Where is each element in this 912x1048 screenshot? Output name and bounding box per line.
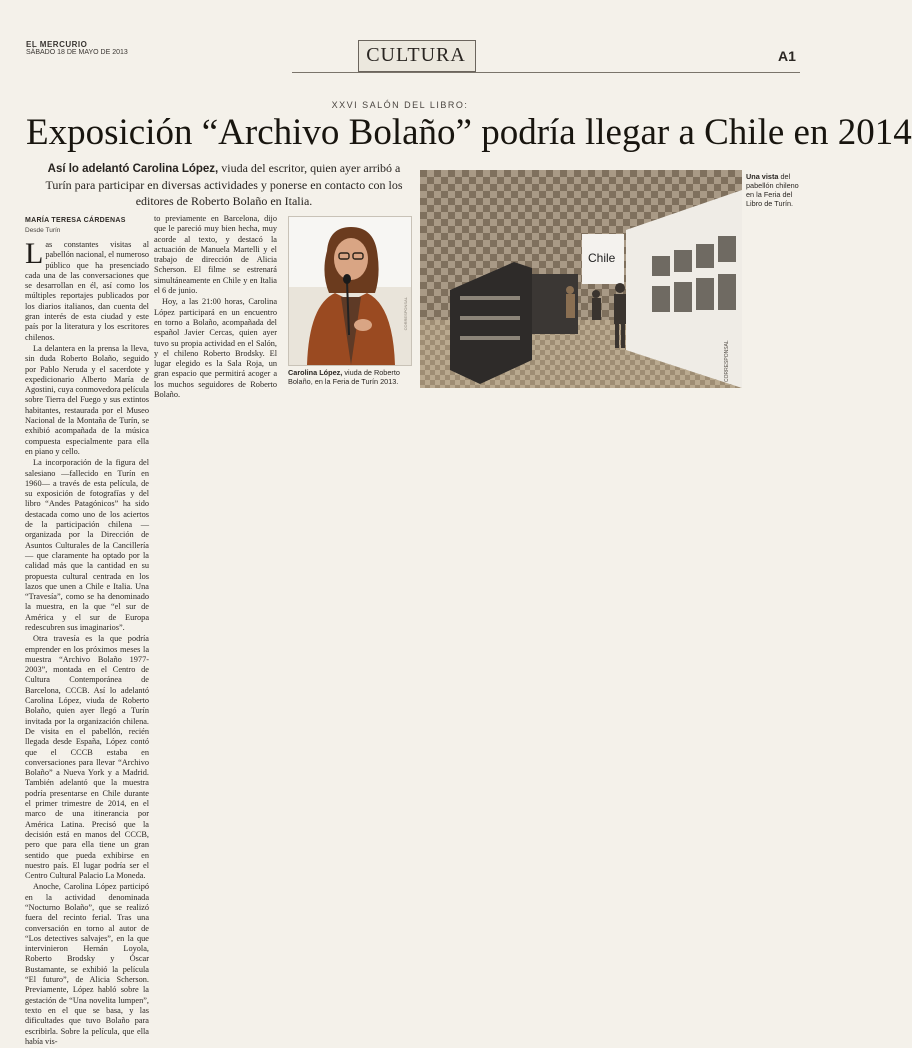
article-column-2 — [154, 214, 277, 401]
pavilion-photo — [420, 170, 742, 388]
portrait-caption — [288, 368, 412, 386]
headline: Exposición “Archivo Bolaño” podría llegar a Chile en 2014 — [26, 112, 912, 153]
pavilion-photo-credit: CORRESPONSAL — [724, 340, 730, 382]
article-column-1 — [25, 237, 150, 1048]
lead-rest: viuda del escritor, quien ayer arribó a Turín para participar en diversas actividades y ponerse en contacto con los editores de Roberto Bolaño en Italia. — [45, 161, 403, 208]
portrait-photo-credit: CORRESPONSAL — [403, 297, 408, 331]
paragraph-6: to previamente en Barcelona, dijo que le pareció muy bien hecha, muy acorde al texto, y destacó la actuación de Manuela Martelli y el trabajo de dirección de Alicia Scherson. El filme se estrenará simultáneamente en Chile y en Italia el 6 de junio. — [154, 214, 277, 296]
issue-date: SÁBADO 18 DE MAYO DE 2013 — [26, 49, 128, 56]
pavilion-caption-bold: Una vista — [746, 172, 779, 181]
paragraph-7: Hoy, a las 21:00 horas, Carolina López participará en un encuentro en torno a Bolaño, acompañada del español Javier Cercas, quien ayer tuvo su propia actividad en el Salón, y el chileno Roberto Brodsky. El lugar elegido es la Sala Roja, un gran espacio que permitirá acoger a los muchos seguidores de Roberto Bolaño. — [154, 297, 277, 400]
paragraph-2: La delantera en la prensa la lleva, sin duda Roberto Bolaño, seguido por Pablo Neruda y el sacerdote y expedicionario Alberto María de Agostini, cuya conmovedora película sobre Tierra del Fuego y sus extintos habitantes, restaurada por el Museo Nacional de la Montaña de Turín, se exhibió acompañada de la música compuesta especialmente para ella en piano y cello. — [25, 343, 149, 456]
pavilion-caption-text: del pabellón chileno en la Feria del Libro de Turín. — [746, 172, 799, 208]
header-rule — [292, 72, 800, 73]
portrait-caption-text: viuda de Roberto Bolaño, en la Feria de Turín 2013. — [288, 368, 400, 386]
section-label: CULTURA — [366, 44, 466, 66]
masthead — [26, 41, 128, 57]
drop-cap: L — [25, 237, 44, 270]
portrait-photo — [288, 216, 412, 366]
paragraph-5: Anoche, Carolina López participó en la actividad denominada “Nocturno Bolaño”, que se realizó fuera del recinto ferial. Tras una conversación en torno al autor de “Los detectives salvajes”, en la que intervinieron Hernán Loyola, Roberto Brodsky y Óscar Bustamante, se exhibió la película “El futuro”, de Alicia Scherson. Previamente, López habló sobre la gestación de “Una novelita lumpen”, texto en el que se basa, y las dificultades que tuvo Bolaño para escribirla. Sobre la película, que ella había vis- — [25, 882, 149, 1046]
dateline: Desde Turín — [25, 227, 61, 234]
newspaper-name: EL MERCURIO — [26, 40, 88, 49]
portrait-caption-bold: Carolina López, — [288, 368, 343, 377]
paragraph-1-text: as constantes visitas al pabellón nacional, el numeroso público que ha presenciado cada una de las conversaciones que se desarrollan en él, así como los múltiples reportajes publicados por los diarios italianos, dan cuenta del gran interés de esta ciudad y este país por la literatura y los escritores chilenos. — [25, 240, 150, 342]
paragraph-1 — [25, 237, 150, 343]
paragraph-4: Otra travesía es la que podría emprender en los próximos meses la muestra “Archivo Bolaño 1977-2003”, montada en el Centro de Cultura Contemporánea de Barcelona, CCCB. Así lo adelantó Carolina López, viuda de Roberto Bolaño, quien ayer llegó a Turín invitada por la organización chilena. De visita en el pabellón, recién llegada desde España, López contó que el CCCB estaba en conversaciones para llevar “Archivo Bolaño” a Nueva York y a Madrid. También adelantó que la muestra podría presentarse en Chile durante el primer trimestre de 2014, en el marco de una itinerancia por América Latina. Precisó que la decisión está en manos del CCCB, pero que para ella tiene un gran sentido que pueda exhibirse en nuestro país. El lugar podría ser el Centro Cultural Palacio La Moneda. — [25, 634, 149, 881]
pavilion-caption — [746, 172, 804, 208]
chile-sign: Chile — [588, 251, 616, 265]
lead-paragraph — [36, 160, 412, 209]
page-number: A1 — [778, 48, 796, 64]
paragraph-3: La incorporación de la figura del salesiano —fallecido en Turín en 1960— a través de esta película, de su exposición de fotografías y del libro “Andes Patagónicos” ha sido destacada como uno de los aciertos de la participación chilena —organizada por la Dirección de Asuntos Culturales de la Cancillería— que claramente ha optado por la calidad más que la cantidad en su propuesta cultural centrada en los lazos que unen a Chile e Italia. Una “Travesía”, como se ha denominado la muestra, en la que “el sur de América y el sur de Europa redescubren sus imaginarios”. — [25, 458, 149, 632]
portrait-image — [289, 217, 411, 365]
lead-bold: Así lo adelantó Carolina López, — [47, 163, 219, 175]
pavilion-image — [420, 170, 742, 388]
kicker: XXVI SALÓN DEL LIBRO: — [331, 100, 469, 110]
byline: MARÍA TERESA CÁRDENAS — [25, 217, 126, 224]
